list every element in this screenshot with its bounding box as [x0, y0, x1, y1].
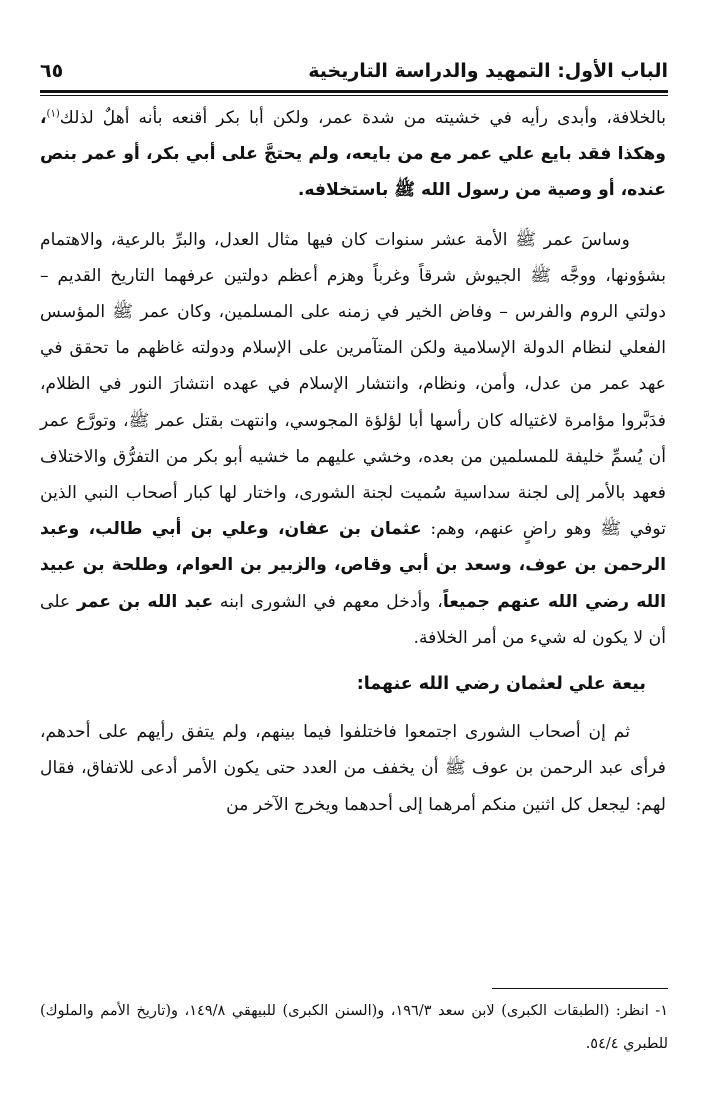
- footnote-reference: (١): [46, 108, 60, 120]
- body-text: [40, 100, 666, 823]
- paragraph-2-continuation: ، وأدخل معهم في الشورى ابنه: [219, 591, 443, 612]
- paragraph-1-text: بالخلافة، وأبدى رأيه في خشيته من شدة عمر، ولكن أبا بكر أقنعه بأنه أهلٌ لذلك: [59, 108, 666, 128]
- page-number: ٦٥: [40, 60, 64, 82]
- paragraph-2-text: وساسَ عمر ﷺ الأمة عشر سنوات كان فيها مثال العدل، والبرِّ بالرعية، والاهتمام بشؤونها، ووجَّه ﷺ الجيوش شرقاً وغرباً وهزم أعظم دولتين عرفهما التاريخ القديم – دولتي الروم والفرس – وفاض الخير في زمنه على المسلمين، وكان عمر ﷺ المؤسس الفعلي لنظام الدولة الإسلامية ولكن المتآمرين على الإسلام ودولته غاظهم ما تحقق في عهد عمر من عدل، وأمن، ونظام، وانتشار الإسلام في عهده انتشارَ النور في الظلام، فدَبَّروا مؤامرة لاغتياله كان رأسها أبا لؤلؤة المجوسي، وانتهت بقتل عمر ﷺ، وتورَّع عمر أن يُسمِّ خليفة للمسلمين من بعده، وخشي عليهم ما خشيه أبو بكر من التفرُّق والاختلاف فعهد بالأمر إلى لجنة سداسية سُميت لجنة الشورى، واختار لها كبار أصحاب النبي الذين توفي ﷺ وهو راضٍ عنهم، وهم:: [40, 229, 667, 540]
- footnote: [40, 995, 668, 1061]
- page-header: [40, 58, 668, 92]
- paragraph-1-emphasis: ، وهكذا فقد بايع علي عمر مع من بايعه، ولم يحتجَّ على أبي بكر، أو عمر بنص عنده، أو وصية من رسول الله ﷺ باستخلافه.: [40, 108, 666, 201]
- son-name: عبد الله بن عمر: [77, 591, 214, 612]
- header-divider-thin: [40, 95, 668, 96]
- section-heading: بيعة علي لعثمان رضي الله عنهما:: [356, 674, 646, 695]
- shura-members: عثمان بن عفان، وعلي بن أبي طالب، وعبد الرحمن بن عوف، وسعد بن أبي وقاص، والزبير بن العوام، وطلحة بن عبيد الله رضي الله عنهم جميعاً: [40, 519, 667, 612]
- header-divider: [40, 90, 668, 93]
- paragraph-2: [40, 222, 666, 656]
- running-title: الباب الأول: التمهيد والدراسة التاريخية: [308, 60, 668, 82]
- paragraph-1: [40, 100, 666, 209]
- footnote-text: ١- انظر: (الطبقات الكبرى) لابن سعد ١٩٦/٣، و(السنن الكبرى) للبيهقي ١٤٩/٨، و(تاريخ الأمم والملوك) للطبري ٥٤/٤.: [40, 1003, 668, 1052]
- paragraph-2-ending: على أن لا يكون له شيء من أمر الخلافة.: [40, 591, 666, 648]
- footnote-divider: [492, 988, 668, 989]
- paragraph-3: ثم إن أصحاب الشورى اجتمعوا فاختلفوا فيما بينهم، ولم يتفق رأيهم على أحدهم، فرأى عبد الرحمن بن عوف ﷺ أن يخفف من العدد حتى يكون الأمر أدعى للاتفاق، فقال لهم: ليجعل كل اثنين منكم أمرهما إلى أحدهما ويخرج الآخر من: [40, 722, 666, 815]
